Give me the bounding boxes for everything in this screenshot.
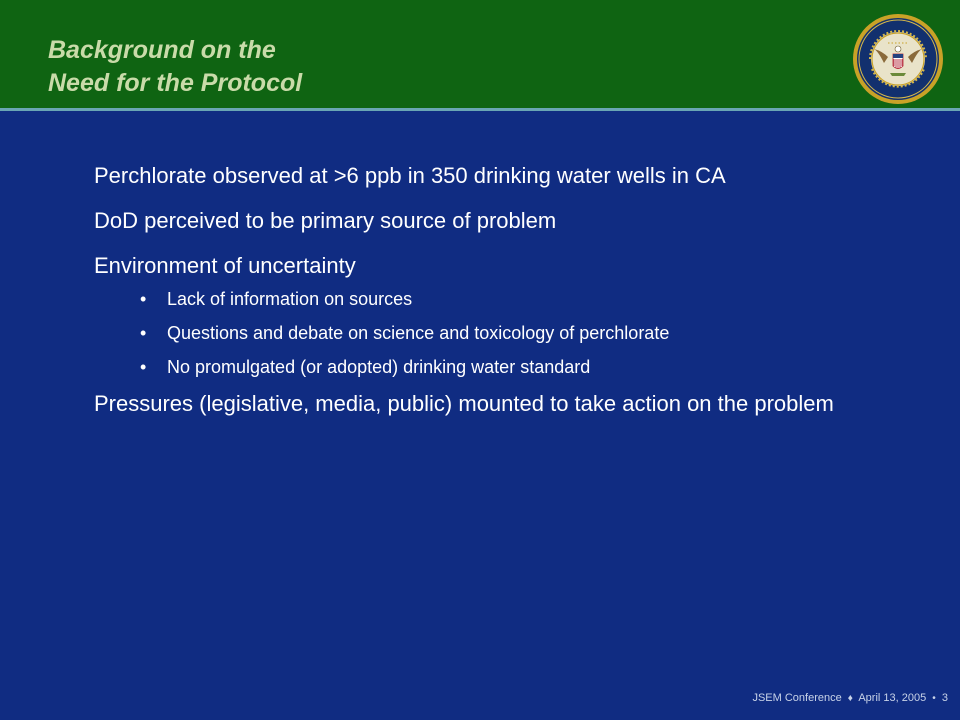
title-bar xyxy=(0,0,960,108)
slide-title-line-1: Background on the xyxy=(48,36,276,64)
footer-dot-separator-icon: • xyxy=(932,693,936,704)
bullet-environment-of-uncertainty: Environment of uncertainty xyxy=(94,253,356,278)
slide-footer xyxy=(752,692,948,704)
sub-bullet-text: No promulgated (or adopted) drinking water standard xyxy=(167,357,591,377)
bullet-dod-perceived-source: DoD perceived to be primary source of problem xyxy=(94,208,557,233)
department-of-defense-seal-icon xyxy=(852,13,944,105)
footer-page-number: 3 xyxy=(941,692,948,704)
footer-date: April 13, 2005 xyxy=(858,692,927,704)
sub-bullet-item xyxy=(140,322,944,344)
sub-bullet-text: Lack of information on sources xyxy=(167,289,413,309)
slide-body xyxy=(94,162,944,435)
bullet-dot-icon: • xyxy=(140,357,147,377)
slide-title-line-2: Need for the Protocol xyxy=(48,69,303,97)
sub-bullet-item xyxy=(140,288,944,310)
sub-bullet-list xyxy=(94,288,944,378)
bullet-perchlorate-wells: Perchlorate observed at >6 ppb in 350 drinking water wells in CA xyxy=(94,163,726,188)
sub-bullet-text: Questions and debate on science and toxicology of perchlorate xyxy=(167,323,670,343)
slide-title xyxy=(48,34,302,100)
bullet-dot-icon: • xyxy=(140,289,147,309)
header-divider xyxy=(0,108,960,111)
sub-bullet-item xyxy=(140,356,944,378)
bullet-pressures-mounted: Pressures (legislative, media, public) mounted to take action on the problem xyxy=(94,391,834,416)
footer-conference: JSEM Conference xyxy=(752,692,842,704)
footer-diamond-separator-icon: ♦ xyxy=(847,693,853,704)
bullet-dot-icon: • xyxy=(140,323,147,343)
